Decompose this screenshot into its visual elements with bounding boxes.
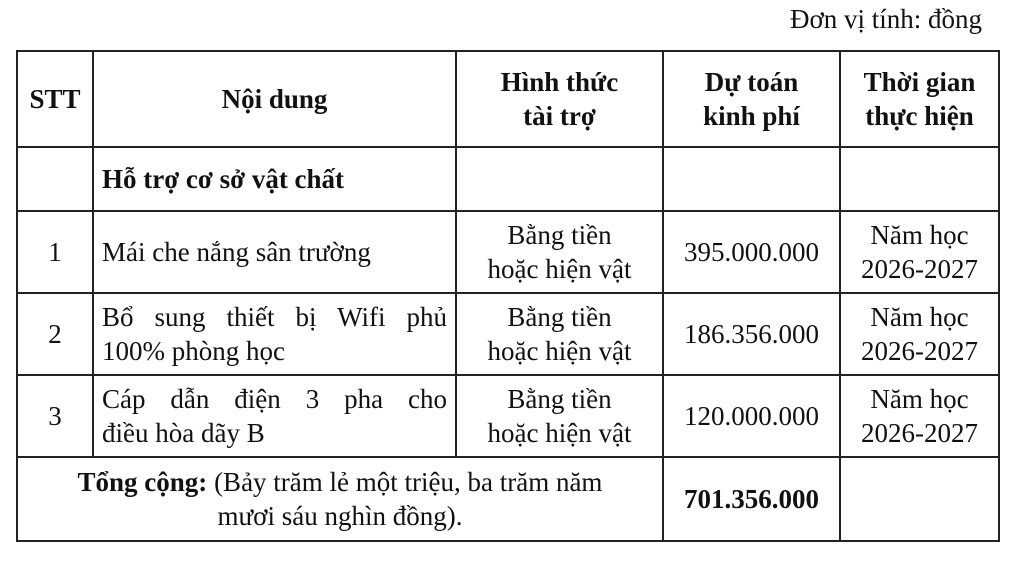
header-content: Nội dung: [93, 51, 456, 147]
row-content-line1: Bổ sung thiết bị Wifi phủ: [102, 302, 447, 332]
header-funding-line2: tài trợ: [523, 101, 596, 131]
table-row: [17, 211, 999, 293]
header-time-line2: thực hiện: [865, 101, 974, 131]
header-budget-line2: kinh phí: [703, 101, 800, 131]
row-budget: 395.000.000: [663, 211, 840, 293]
section-budget-cell: [663, 147, 840, 211]
row-budget: 120.000.000: [663, 375, 840, 457]
row-funding-line2: hoặc hiện vật: [487, 418, 632, 448]
row-stt: 3: [17, 375, 93, 457]
row-content-line1: Cáp dẫn điện 3 pha cho: [102, 384, 447, 414]
total-time-cell: [840, 457, 999, 541]
header-funding: [456, 51, 663, 147]
header-funding-line1: Hình thức: [500, 67, 619, 97]
row-stt: 2: [17, 293, 93, 375]
row-content-line2: 100% phòng học: [102, 336, 285, 366]
row-budget: 186.356.000: [663, 293, 840, 375]
row-funding-line2: hoặc hiện vật: [487, 254, 632, 284]
header-time: [840, 51, 999, 147]
row-funding-line1: Bằng tiền: [507, 220, 612, 250]
row-content-line1: Mái che nắng sân trường: [102, 237, 371, 267]
unit-note: Đơn vị tính: đồng: [789, 4, 982, 34]
section-row: [17, 147, 999, 211]
total-label-cell: [17, 457, 663, 541]
row-content: [93, 375, 456, 457]
header-budget-line1: Dự toán: [704, 67, 799, 97]
row-content: [93, 211, 456, 293]
row-funding: [456, 375, 663, 457]
row-time-line2: 2026-2027: [861, 336, 978, 366]
header-time-line1: Thời gian: [863, 67, 976, 97]
row-funding: [456, 293, 663, 375]
row-funding-line1: Bằng tiền: [507, 384, 612, 414]
row-time: [840, 375, 999, 457]
row-funding-line2: hoặc hiện vật: [487, 336, 632, 366]
total-label: Tổng cộng:: [77, 467, 208, 497]
row-time: [840, 293, 999, 375]
section-funding-cell: [456, 147, 663, 211]
row-time-line1: Năm học: [870, 220, 969, 250]
total-amount: 701.356.000: [663, 457, 840, 541]
row-funding: [456, 211, 663, 293]
row-time: [840, 211, 999, 293]
row-content: [93, 293, 456, 375]
row-time-line2: 2026-2027: [861, 254, 978, 284]
table-row: [17, 375, 999, 457]
row-time-line1: Năm học: [870, 302, 969, 332]
row-stt: 1: [17, 211, 93, 293]
total-words-line1: (Bảy trăm lẻ một triệu, ba trăm năm: [214, 467, 603, 497]
section-title: Hỗ trợ cơ sở vật chất: [93, 147, 456, 211]
row-time-line2: 2026-2027: [861, 418, 978, 448]
row-time-line1: Năm học: [870, 384, 969, 414]
section-stt-cell: [17, 147, 93, 211]
header-budget: [663, 51, 840, 147]
budget-table: [16, 50, 1000, 542]
row-content-line2: điều hòa dãy B: [102, 418, 265, 448]
table-row: [17, 293, 999, 375]
total-line1: [26, 465, 654, 499]
total-words-line2: mươi sáu nghìn đồng).: [217, 501, 463, 531]
table-header-row: [17, 51, 999, 147]
header-stt: STT: [17, 51, 93, 147]
total-row: [17, 457, 999, 541]
section-time-cell: [840, 147, 999, 211]
row-funding-line1: Bằng tiền: [507, 302, 612, 332]
